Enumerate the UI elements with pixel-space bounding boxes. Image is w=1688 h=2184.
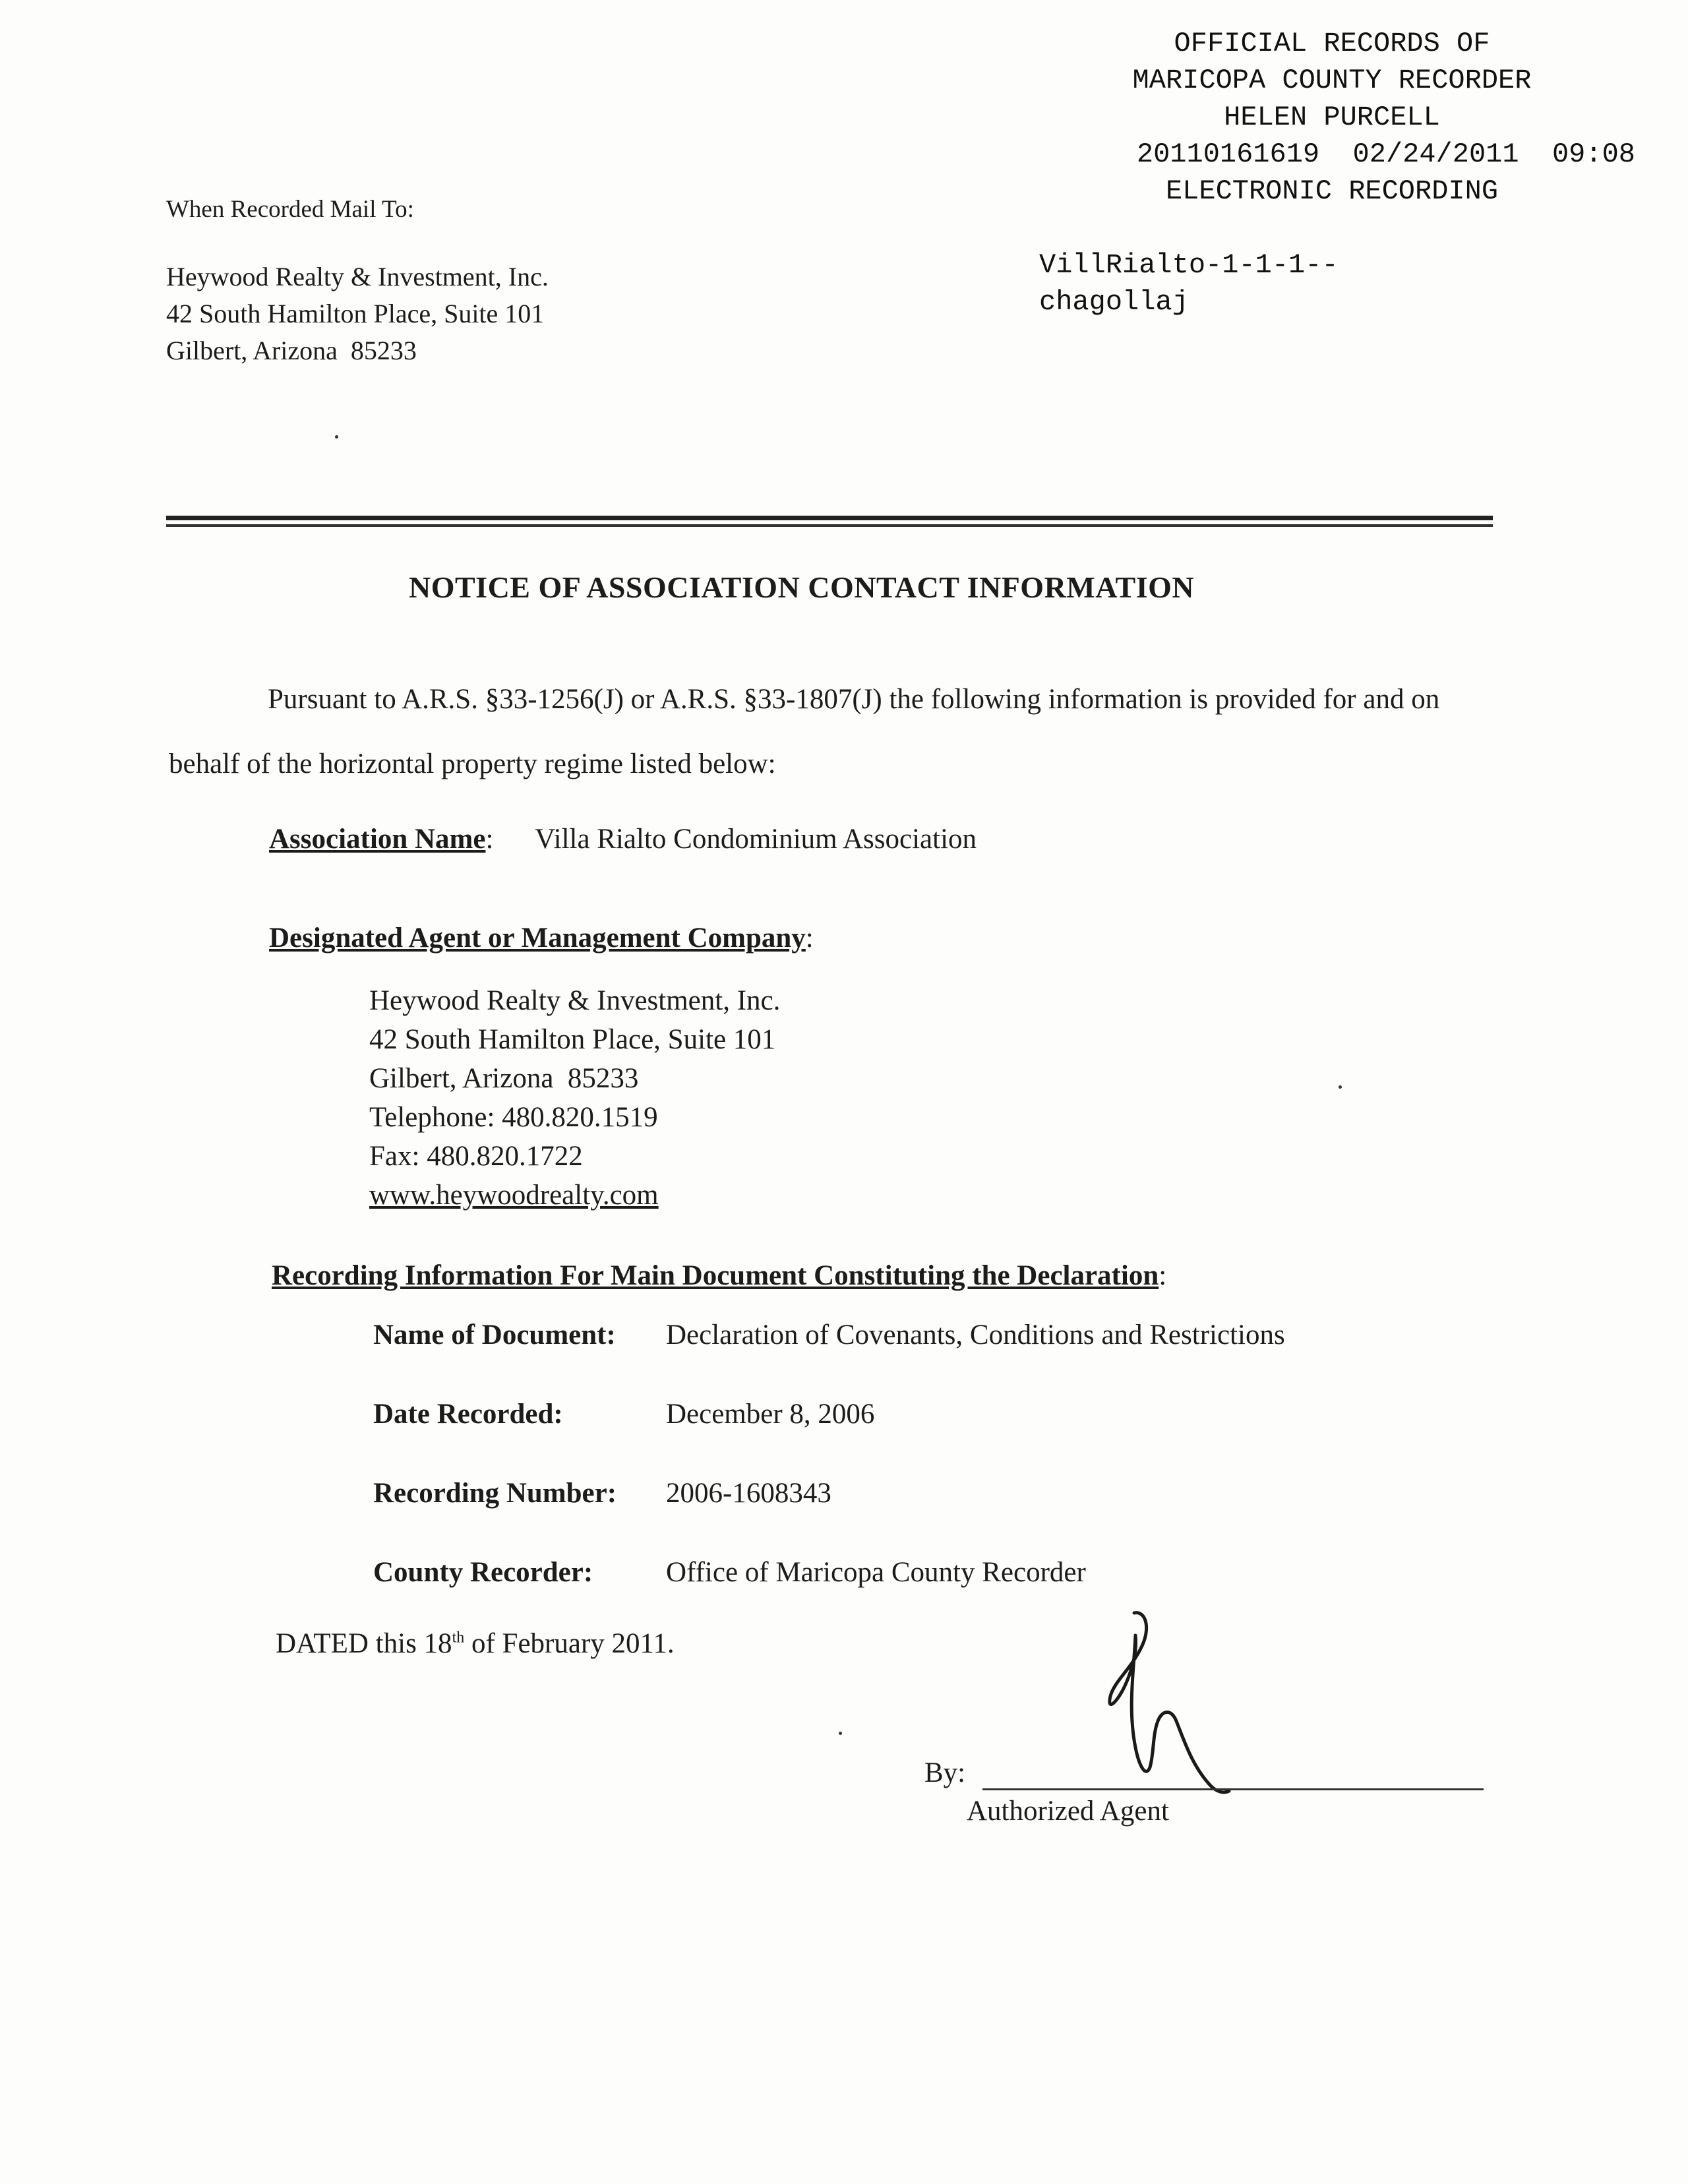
association-name-label: Association Name (269, 824, 486, 855)
agent-name: Heywood Realty & Investment, Inc. (369, 985, 781, 1016)
agent-fax: Fax: 480.820.1722 (369, 1141, 583, 1172)
return-address-city: Gilbert, Arizona 85233 (166, 336, 417, 365)
stamp-document-id (1039, 247, 1339, 320)
handwritten-signature (1088, 1609, 1259, 1800)
agent-city: Gilbert, Arizona 85233 (369, 1063, 639, 1094)
mail-to-label: When Recorded Mail To: (166, 196, 414, 223)
intro-text: Pursuant to A.R.S. §33-1256(J) or A.R.S. §33-1807(J) the following information is provided for and on behalf of the horizontal property regime listed below: (169, 684, 1440, 779)
recording-row (373, 1556, 1086, 1589)
recorder-stamp (1029, 25, 1635, 210)
recording-row (373, 1319, 1285, 1351)
document-title: NOTICE OF ASSOCIATION CONTACT INFORMATION (409, 570, 1195, 604)
agent-heading-label: Designated Agent or Management Company (269, 923, 806, 954)
by-label: By: (924, 1757, 966, 1788)
recording-heading: Recording Information For Main Document Constituting the Declaration: (272, 1260, 1167, 1291)
stamp-line-1: OFFICIAL RECORDS OF (1174, 28, 1490, 59)
recording-heading-label: Recording Information For Main Document Constituting the Declaration (272, 1260, 1159, 1291)
agent-website-link[interactable]: www.heywoodrealty.com (369, 1180, 659, 1211)
recording-row-key: Name of Document: (373, 1320, 616, 1350)
authorized-agent-label: Authorized Agent (967, 1796, 1169, 1827)
agent-street: 42 South Hamilton Place, Suite 101 (369, 1024, 776, 1055)
association-name-value: Villa Rialto Condominium Association (535, 824, 977, 855)
dated-ordinal: th (452, 1629, 465, 1647)
scan-speck (1339, 1085, 1342, 1089)
recording-row-value: 2006-1608343 (666, 1478, 831, 1509)
agent-heading: Designated Agent or Management Company: (269, 923, 814, 954)
scan-speck (839, 1732, 842, 1735)
return-address-street: 42 South Hamilton Place, Suite 101 (166, 299, 545, 328)
stamp-line-3: HELEN PURCELL (1224, 102, 1440, 133)
dated-rest: of February 2011. (464, 1628, 675, 1659)
stamp-id-line-1: VillRialto-1-1-1-- (1039, 249, 1339, 281)
recording-row-key: Recording Number: (373, 1478, 617, 1509)
recording-row (373, 1477, 831, 1509)
recording-row (373, 1398, 874, 1430)
signature-line (982, 1788, 1484, 1790)
divider-rule (166, 516, 1493, 520)
dated-line (276, 1627, 675, 1660)
stamp-line-4: 20110161619 02/24/2011 09:08 (1136, 138, 1635, 170)
return-address (166, 258, 549, 369)
recording-row-key: County Recorder: (373, 1557, 593, 1588)
agent-telephone: Telephone: 480.820.1519 (369, 1102, 658, 1133)
stamp-line-5: ELECTRONIC RECORDING (1165, 175, 1499, 207)
agent-contact-block (369, 981, 780, 1215)
divider-rule-thin (166, 524, 1493, 527)
recording-row-value: Declaration of Covenants, Conditions and Restrictions (666, 1320, 1285, 1350)
intro-paragraph (169, 667, 1501, 797)
scan-speck (335, 435, 338, 439)
dated-prefix: DATED this 18 (276, 1628, 452, 1659)
return-address-name: Heywood Realty & Investment, Inc. (166, 262, 549, 291)
recording-row-value: December 8, 2006 (666, 1399, 875, 1430)
recording-row-key: Date Recorded: (373, 1399, 563, 1430)
association-name-row: Association Name: Villa Rialto Condominium Association (269, 824, 977, 855)
stamp-id-line-2: chagollaj (1039, 286, 1189, 318)
stamp-line-2: MARICOPA COUNTY RECORDER (1132, 65, 1532, 96)
recording-row-value: Office of Maricopa County Recorder (666, 1557, 1086, 1588)
